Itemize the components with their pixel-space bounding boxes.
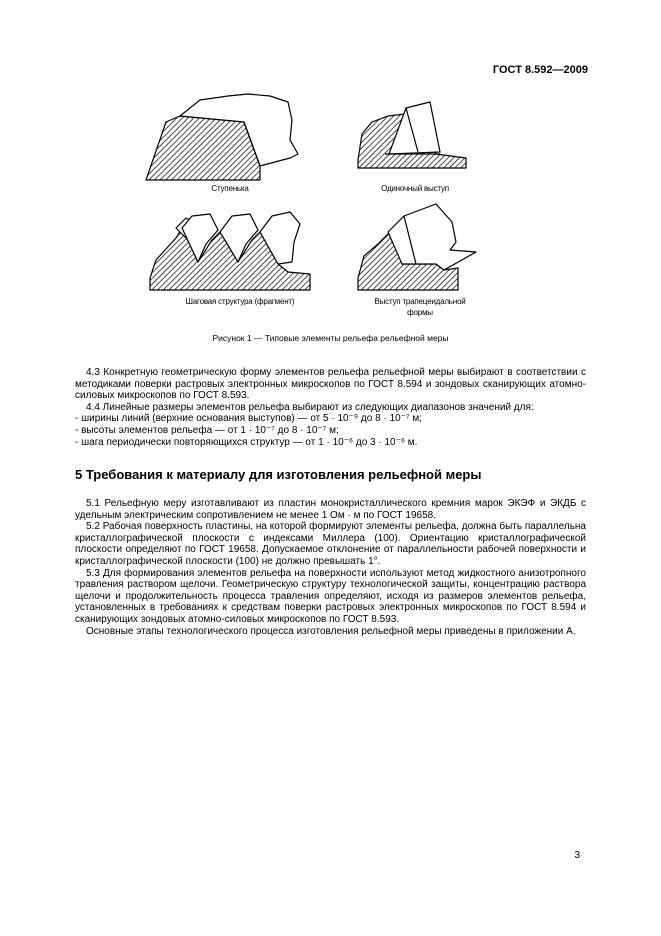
step-element-drawing <box>146 94 298 180</box>
label-step: Ступенька <box>211 184 249 193</box>
paragraph-4-3: 4.3 Конкретную геометрическую форму элементов рельефа рельефной меры выбирают в соответствии с методиками поверки растровых электронных микроскопов по ГОСТ 8.594 и зондовых сканирующих атомно-силовых микроскопов по ГОСТ 8.593. <box>75 367 586 402</box>
section-4-text <box>75 367 586 448</box>
paragraph-5-3: 5.3 Для формирования элементов рельефа на поверхности используют метод жидкостного анизотропного травления раствором щелочи. Геометрическую структуру технологической защиты, концентрацию раствора щелочи и продолжительность процесса травления определяют, исходя из размеров элементов рельефа, установленных в требованиях к средствам поверки растровых электронных микроскопов по ГОСТ 8.594 и сканирующих зондовых атомно-силовых микроскопов по ГОСТ 8.593. <box>75 567 586 625</box>
range-height: - высоты элементов рельефа — от 1 · 10⁻⁷ до 8 · 10⁻⁷ м; <box>75 424 339 436</box>
figure-caption: Рисунок 1 — Типовые элементы рельефа рельефной меры <box>212 333 449 343</box>
range-line-width: - ширины линий (верхние основания выступов) — от 5 · 10⁻⁹ до 8 · 10⁻⁷ м; <box>75 413 422 425</box>
section-5-heading: 5 Требования к материалу для изготовления рельефной меры <box>75 467 482 482</box>
document-header: ГОСТ 8.592—2009 <box>492 64 588 76</box>
section-5-text <box>75 498 586 637</box>
paragraph-process-stages: Основные этапы технологического процесса изготовления рельефной меры приведены в приложении А. <box>86 625 576 637</box>
page-number: 3 <box>574 850 580 861</box>
paragraph-5-1: 5.1 Рельефную меру изготавливают из пластин монокристаллического кремния марок ЭКЭФ и ЭКДБ с удельным электрическим сопротивлением не менее 1 Ом · м по ГОСТ 19658. <box>75 498 586 521</box>
pitch-structure-drawing <box>150 212 310 290</box>
paragraph-5-2: 5.2 Рабочая поверхность пластины, на которой формируют элементы рельефа, должна быть параллельна кристаллографической плоскости с индексами Миллера (100). Ориентацию кристаллографической плоскости определяют по ГОСТ 19658. Допускаемое отклонение от параллельности рабочей поверхности и кристаллографической плоскости (100) не должно превышать 1°. <box>75 521 586 567</box>
label-pitch-structure: Шаговая структура (фрагмент) <box>185 297 295 306</box>
trapezoid-protrusion-drawing <box>358 204 476 290</box>
label-trapezoid-line1: Выступ трапецеидальной <box>374 297 466 306</box>
label-single-protrusion: Одиночный выступ <box>381 184 449 193</box>
label-trapezoid-line2: формы <box>407 308 433 317</box>
range-pitch: - шага периодически повторяющихся структур — от 1 · 10⁻⁶ до 3 · 10⁻⁶ м. <box>75 436 418 448</box>
single-protrusion-drawing <box>358 102 466 168</box>
label-trapezoid-protrusion <box>355 296 485 318</box>
paragraph-4-4: 4.4 Линейные размеры элементов рельефа выбирают из следующих диапазонов значений для: <box>86 401 534 413</box>
